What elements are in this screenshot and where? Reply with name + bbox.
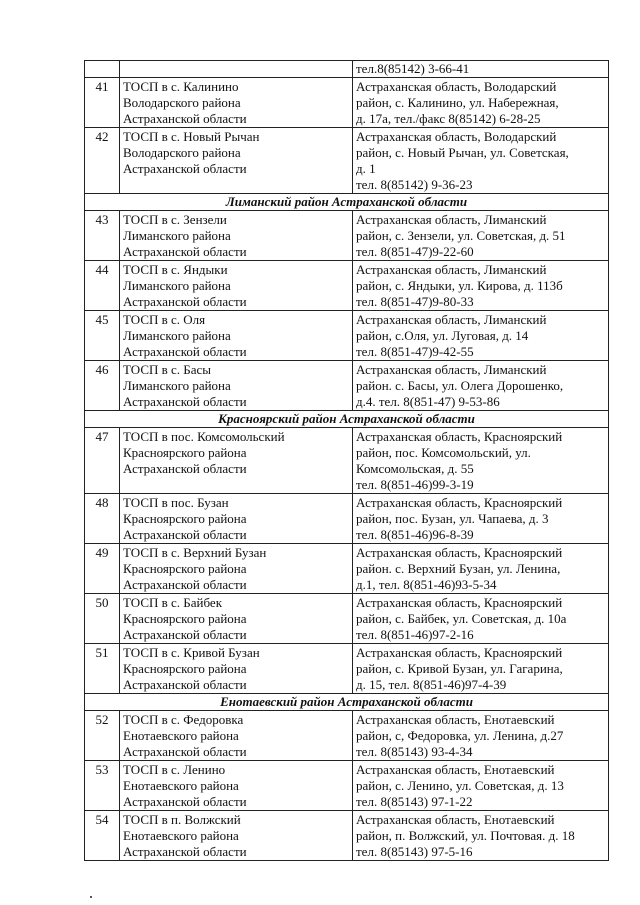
office-address-cell: Астраханская область, Лиманский район, с. Яндыки, ул. Кирова, д. 113б тел. 8(851-47)9-80-33 xyxy=(353,261,609,311)
office-address-cell: Астраханская область, Красноярский район, с. Байбек, ул. Советская, д. 10а тел. 8(851-46)97-2-16 xyxy=(353,594,609,644)
table-row xyxy=(85,211,609,261)
table-row xyxy=(85,761,609,811)
district-section-title: Лиманский район Астраханской области xyxy=(85,194,609,211)
office-name-cell: ТОСП в с. Зензели Лиманского района Астраханской области xyxy=(120,211,353,261)
office-name-cell: ТОСП в с. Оля Лиманского района Астраханской области xyxy=(120,311,353,361)
table-row xyxy=(85,361,609,411)
table-row-continuation xyxy=(85,61,609,78)
table-row xyxy=(85,711,609,761)
office-address-cell: Астраханская область, Енотаевский район, с, Федоровка, ул. Ленина, д.27 тел. 8(85143) 93-4-34 xyxy=(353,711,609,761)
office-name-cell xyxy=(120,61,353,78)
office-name-cell: ТОСП в с. Калинино Володарского района Астраханской области xyxy=(120,78,353,128)
office-address-cell: Астраханская область, Володарский район, с. Калинино, ул. Набережная, д. 17а, тел./факс 8(85142) 6-28-25 xyxy=(353,78,609,128)
row-number-cell: 48 xyxy=(85,494,120,544)
district-section-title: Енотаевский район Астраханской области xyxy=(85,694,609,711)
row-number-cell: 41 xyxy=(85,78,120,128)
row-number-cell: 46 xyxy=(85,361,120,411)
office-address-cell: Астраханская область, Енотаевский район, с. Ленино, ул. Советская, д. 13 тел. 8(85143) 97-1-22 xyxy=(353,761,609,811)
table-row xyxy=(85,594,609,644)
row-number-cell: 45 xyxy=(85,311,120,361)
office-address-cell: Астраханская область, Володарский район, с. Новый Рычан, ул. Советская, д. 1 тел. 8(85142) 9-36-23 xyxy=(353,128,609,194)
office-name-cell: ТОСП в с. Байбек Красноярского района Астраханской области xyxy=(120,594,353,644)
district-section-row xyxy=(85,194,609,211)
office-address-cell: Астраханская область, Лиманский район, с.Оля, ул. Луговая, д. 14 тел. 8(851-47)9-42-55 xyxy=(353,311,609,361)
row-number-cell: 47 xyxy=(85,428,120,494)
office-name-cell: ТОСП в с. Федоровка Енотаевского района Астраханской области xyxy=(120,711,353,761)
office-name-cell: ТОСП в п. Волжский Енотаевского района Астраханской области xyxy=(120,811,353,861)
row-number-cell: 49 xyxy=(85,544,120,594)
table-row xyxy=(85,811,609,861)
table-row xyxy=(85,494,609,544)
row-number-cell: 52 xyxy=(85,711,120,761)
table-row xyxy=(85,311,609,361)
office-address-cell: Астраханская область, Лиманский район, с. Зензели, ул. Советская, д. 51 тел. 8(851-47)9-22-60 xyxy=(353,211,609,261)
office-address-cell: Астраханская область, Красноярский район. с. Верхний Бузан, ул. Ленина, д.1, тел. 8(851-46)93-5-34 xyxy=(353,544,609,594)
table-row xyxy=(85,261,609,311)
office-name-cell: ТОСП в с. Яндыки Лиманского района Астраханской области xyxy=(120,261,353,311)
office-address-cell: Астраханская область, Красноярский район, пос. Комсомольский, ул. Комсомольская, д. 55 тел. 8(851-46)99-3-19 xyxy=(353,428,609,494)
row-number-cell: 44 xyxy=(85,261,120,311)
office-name-cell: ТОСП в с. Новый Рычан Володарского района Астраханской области xyxy=(120,128,353,194)
row-number-cell xyxy=(85,61,120,78)
office-address-cell: тел.8(85142) 3-66-41 xyxy=(353,61,609,78)
office-name-cell: ТОСП в с. Верхний Бузан Красноярского района Астраханской области xyxy=(120,544,353,594)
office-name-cell: ТОСП в с. Ленино Енотаевского района Астраханской области xyxy=(120,761,353,811)
office-name-cell: ТОСП в пос. Комсомольский Красноярского района Астраханской области xyxy=(120,428,353,494)
office-address-cell: Астраханская область, Лиманский район. с. Басы, ул. Олега Дорошенко, д.4. тел. 8(851-47) 9-53-86 xyxy=(353,361,609,411)
office-name-cell: ТОСП в с. Басы Лиманского района Астраханской области xyxy=(120,361,353,411)
table-row xyxy=(85,128,609,194)
table-row xyxy=(85,428,609,494)
table-row xyxy=(85,544,609,594)
district-section-row xyxy=(85,694,609,711)
scan-speck xyxy=(90,896,92,898)
office-name-cell: ТОСП в с. Кривой Бузан Красноярского района Астраханской области xyxy=(120,644,353,694)
row-number-cell: 43 xyxy=(85,211,120,261)
district-section-row xyxy=(85,411,609,428)
row-number-cell: 42 xyxy=(85,128,120,194)
office-address-cell: Астраханская область, Красноярский район, с. Кривой Бузан, ул. Гагарина, д. 15, тел. 8(851-46)97-4-39 xyxy=(353,644,609,694)
offices-table-body xyxy=(85,61,609,861)
table-row xyxy=(85,78,609,128)
office-address-cell: Астраханская область, Красноярский район, пос. Бузан, ул. Чапаева, д. 3 тел. 8(851-46)96-8-39 xyxy=(353,494,609,544)
office-address-cell: Астраханская область, Енотаевский район, п. Волжский, ул. Почтовая. д. 18 тел. 8(85143) 97-5-16 xyxy=(353,811,609,861)
district-section-title: Красноярский район Астраханской области xyxy=(85,411,609,428)
row-number-cell: 51 xyxy=(85,644,120,694)
offices-table xyxy=(84,60,609,861)
row-number-cell: 50 xyxy=(85,594,120,644)
row-number-cell: 54 xyxy=(85,811,120,861)
row-number-cell: 53 xyxy=(85,761,120,811)
office-name-cell: ТОСП в пос. Бузан Красноярского района Астраханской области xyxy=(120,494,353,544)
table-row xyxy=(85,644,609,694)
